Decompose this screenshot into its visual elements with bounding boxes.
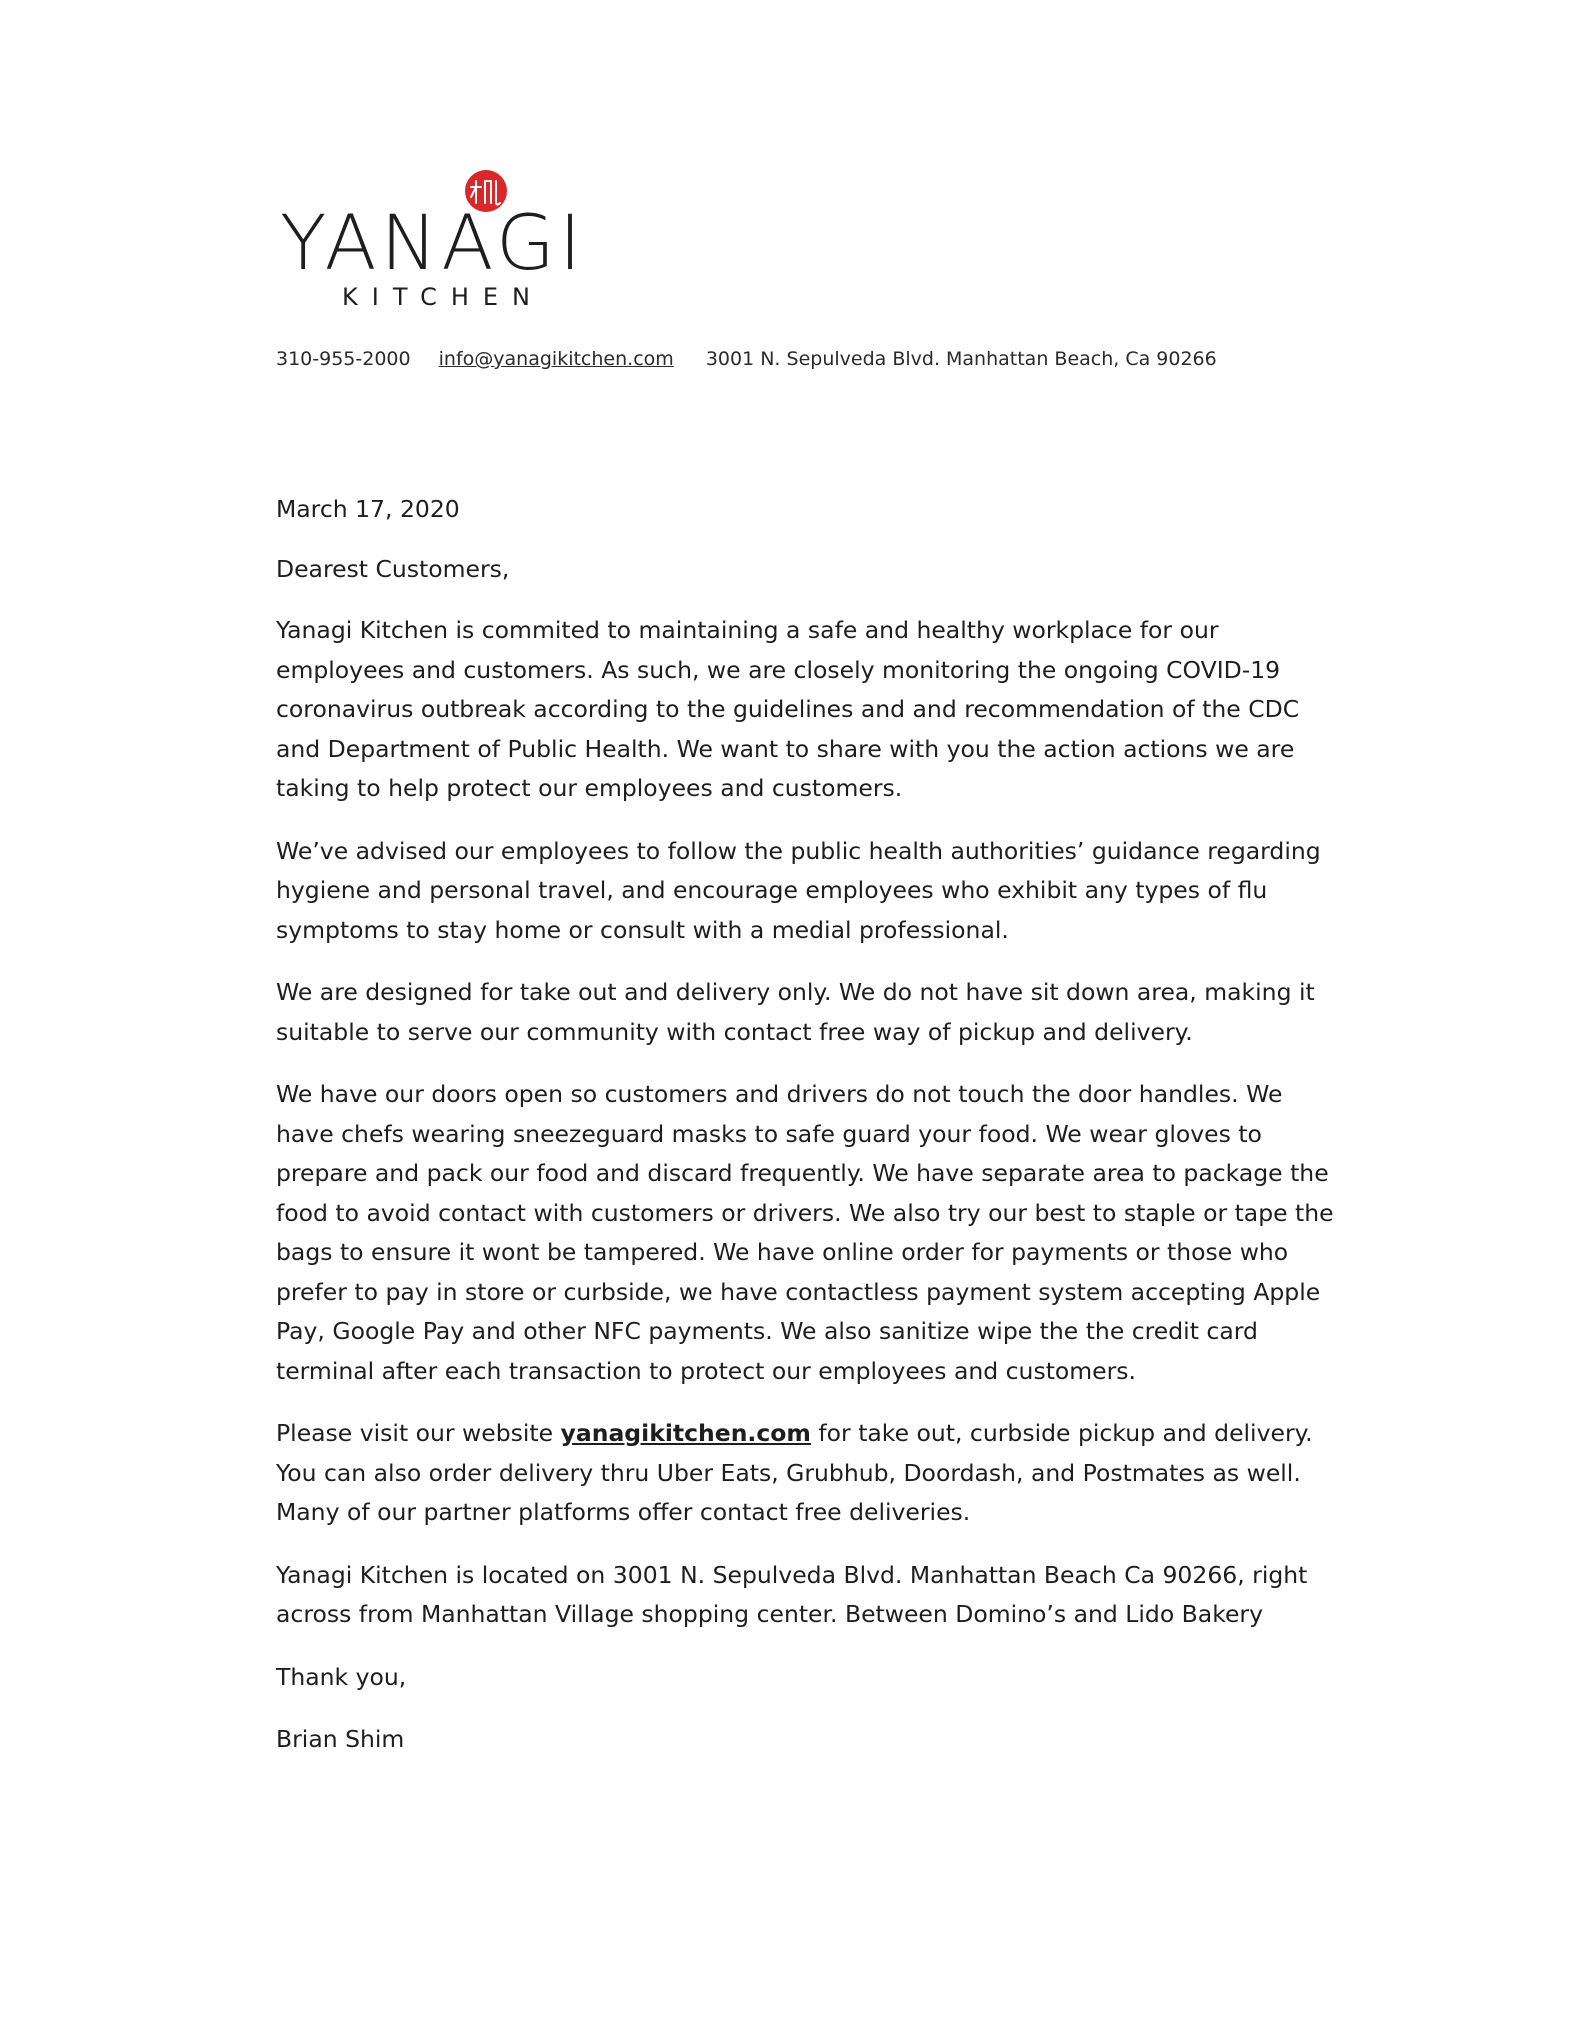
logo-wordmark: YANAGI [280,198,586,287]
paragraph-takeout-only: We are designed for take out and delivery only. We do not have sit down area, making it suitable to serve our community with contact free way of pickup and delivery. [276,978,1315,1046]
website-text-after: for take out, curbside pickup and delivery. You can also order delivery thru Uber Eats, Grubhub, Doordash, and Postmates as well. Many of our partner platforms offer contact free deliveries. [276,1419,1313,1526]
letter-closing: Thank you, [276,1662,407,1691]
letter-date: March 17, 2020 [276,495,460,523]
yanagi-kitchen-logo [280,165,610,315]
street-address: 3001 N. Sepulveda Blvd. Manhattan Beach, Ca 90266 [705,348,1217,370]
letter-signature: Brian Shim [276,1725,405,1753]
website-link[interactable]: yanagikitchen.com [560,1419,811,1447]
contact-line [276,348,1217,370]
website-text-before: Please visit our website [276,1419,561,1447]
phone-number: 310-955-2000 [276,348,411,370]
paragraph-location: Yanagi Kitchen is located on 3001 N. Sepulveda Blvd. Manhattan Beach Ca 90266, right across from Manhattan Village shopping center. Between Domino’s and Lido Bakery [276,1560,1308,1628]
paragraph-commitment: Yanagi Kitchen is commited to maintaining a safe and healthy workplace for our employees and customers. As such, we are closely monitoring the ongoing COVID-19 coronavirus outbreak according to the guidelines and and recommendation of the CDC and Department of Public Health. We want to share with you the action actions we are taking to help protect our employees and customers. [276,616,1300,802]
letter-greeting: Dearest Customers, [276,554,510,583]
letter-body [276,490,1346,1783]
paragraph-safety-measures: We have our doors open so customers and drivers do not touch the door handles. We have chefs wearing sneezeguard masks to safe guard your food. We wear gloves to prepare and pack our food and discard frequently. We have separate area to package the food to avoid contact with customers or drivers. We also try our best to staple or tape the bags to ensure it wont be tampered. We have online order for payments or those who prefer to pay in store or curbside, we have contactless payment system accepting Apple Pay, Google Pay and other NFC payments. We also sanitize wipe the the credit card terminal after each transaction to protect our employees and customers. [276,1080,1334,1385]
paragraph-website [276,1414,1346,1533]
logo-subtitle: KITCHEN [342,283,544,311]
paragraph-employee-guidance: We’ve advised our employees to follow the public health authorities’ guidance regarding hygiene and personal travel, and encourage employees who exhibit any types of flu symptoms to stay home or consult with a medial professional. [276,836,1321,944]
email-link[interactable]: info@yanagikitchen.com [438,348,674,370]
